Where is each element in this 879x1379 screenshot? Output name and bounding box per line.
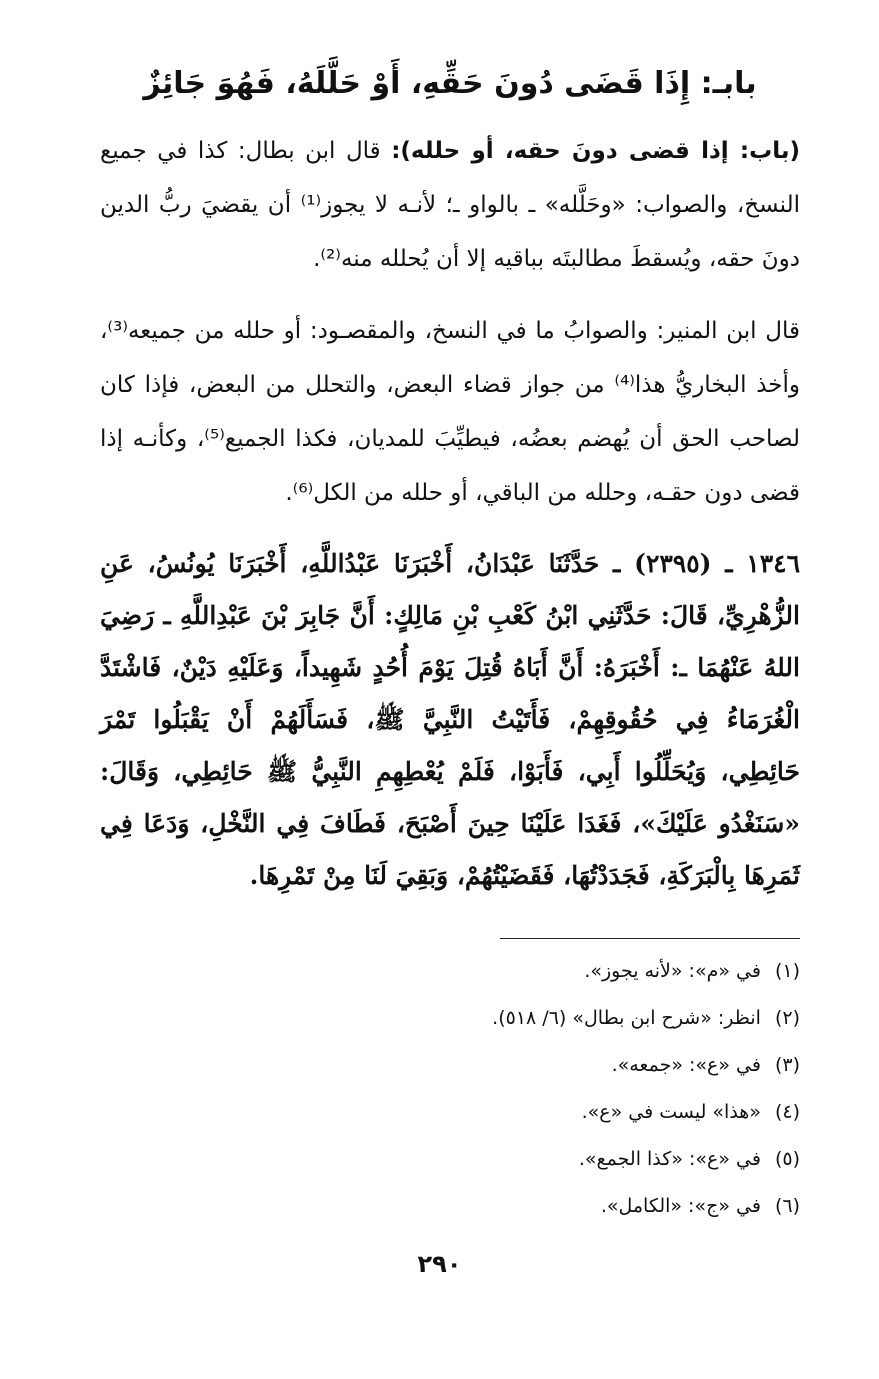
footnote-text: في «ع»: «جمعه». <box>611 1054 761 1076</box>
footnote-number: (١) <box>774 960 800 982</box>
chapter-title: بابـ: إِذَا قَضَى دُونَ حَقِّهِ، أَوْ حَلَّلَهُ، فَهُوَ جَائِزٌ <box>143 66 757 101</box>
footnote-number: (٦) <box>774 1195 800 1217</box>
footnotes-list <box>100 948 800 1230</box>
footnote-text: في «ع»: «كذا الجمع». <box>578 1148 761 1170</box>
footnote-item <box>100 1089 800 1136</box>
footnote-text: في «م»: «لأنه يجوز». <box>584 960 761 982</box>
footnote-number: (٤) <box>774 1101 800 1123</box>
footnote-item <box>100 1183 800 1230</box>
footnote-number: (٥) <box>774 1148 800 1170</box>
commentary-heading: (باب: إذا قضى دونَ حقه، أو حلله): <box>391 138 800 164</box>
page-number: ٢٩٠ <box>417 1250 462 1278</box>
footnote-item <box>100 1042 800 1089</box>
footnote-number: (٢) <box>774 1007 800 1029</box>
footnote-text: في «ج»: «الكامل». <box>600 1195 761 1217</box>
commentary-paragraph-2: قال ابن المنير: والصوابُ ما في النسخ، والمقصـود: أو حلله من جميعه⁽³⁾، وأخذ البخاريُّ هذا⁽⁴⁾ من جواز قضاء البعض، والتحلل من البعض، فإذا كان لصاحب الحق أن يُهضم بعضُه، فيطيِّبَ للمديان، فكذا الجميع⁽⁵⁾، وكأنـه إذا قضى دون حقـه، وحلله من الباقي، أو حلله من الكل⁽⁶⁾. <box>100 318 800 506</box>
footnote-divider <box>500 938 800 939</box>
footnote-item <box>100 948 800 995</box>
footnote-text: «هذا» ليست في «ع». <box>581 1101 761 1123</box>
footnote-text: انظر: «شرح ابن بطال» (٦/ ٥١٨). <box>492 1007 761 1029</box>
commentary-paragraph-1 <box>100 124 800 286</box>
hadith-text: ١٣٤٦ ـ (٢٣٩٥) ـ حَدَّثَنَا عَبْدَانُ، أَخْبَرَنَا عَبْدُاللَّهِ، أَخْبَرَنَا يُونُسُ، عَنِ الزُّهْرِيِّ، قَالَ: حَدَّثَنِي ابْنُ كَعْبِ بْنِ مَالِكٍ: أَنَّ جَابِرَ بْنَ عَبْدِاللَّهِ ـ رَضِيَ اللهُ عَنْهُمَا ـ: أَخْبَرَهُ: أَنَّ أَبَاهُ قُتِلَ يَوْمَ أُحُدٍ شَهِيداً، وَعَلَيْهِ دَيْنٌ، فَاشْتَدَّ الْغُرَمَاءُ فِي حُقُوقِهِمْ، فَأَتَيْتُ النَّبِيَّ ﷺ، فَسَأَلَهُمْ أَنْ يَقْبَلُوا تَمْرَ حَائِطِي، وَيُحَلِّلُوا أَبِي، فَأَبَوْا، فَلَمْ يُعْطِهِمِ النَّبِيُّ ﷺ حَائِطِي، وَقَالَ: «سَنَغْدُو عَلَيْكَ»، فَغَدَا عَلَيْنَا حِينَ أَصْبَحَ، فَطَافَ فِي النَّخْلِ، وَدَعَا فِي ثَمَرِهَا بِالْبَرَكَةِ، فَجَدَدْتُهَا، فَقَضَيْتُهُمْ، وَبَقِيَ لَنَا مِنْ تَمْرِهَا. <box>100 549 800 890</box>
page-body <box>100 60 800 902</box>
footnote-number: (٣) <box>774 1054 800 1076</box>
commentary-text-1: قال ابن بطال: كذا في جميع النسخ، والصواب: «وحَلَّله» ـ بالواو ـ؛ لأنـه لا يجوز⁽¹⁾ أن يقضيَ ربُّ الدين دونَ حقه، ويُسقطَ مطالبتَه بباقيه إلا أن يُحلله منه⁽²⁾. <box>100 138 800 272</box>
footnote-item <box>100 995 800 1042</box>
footnote-item <box>100 1136 800 1183</box>
